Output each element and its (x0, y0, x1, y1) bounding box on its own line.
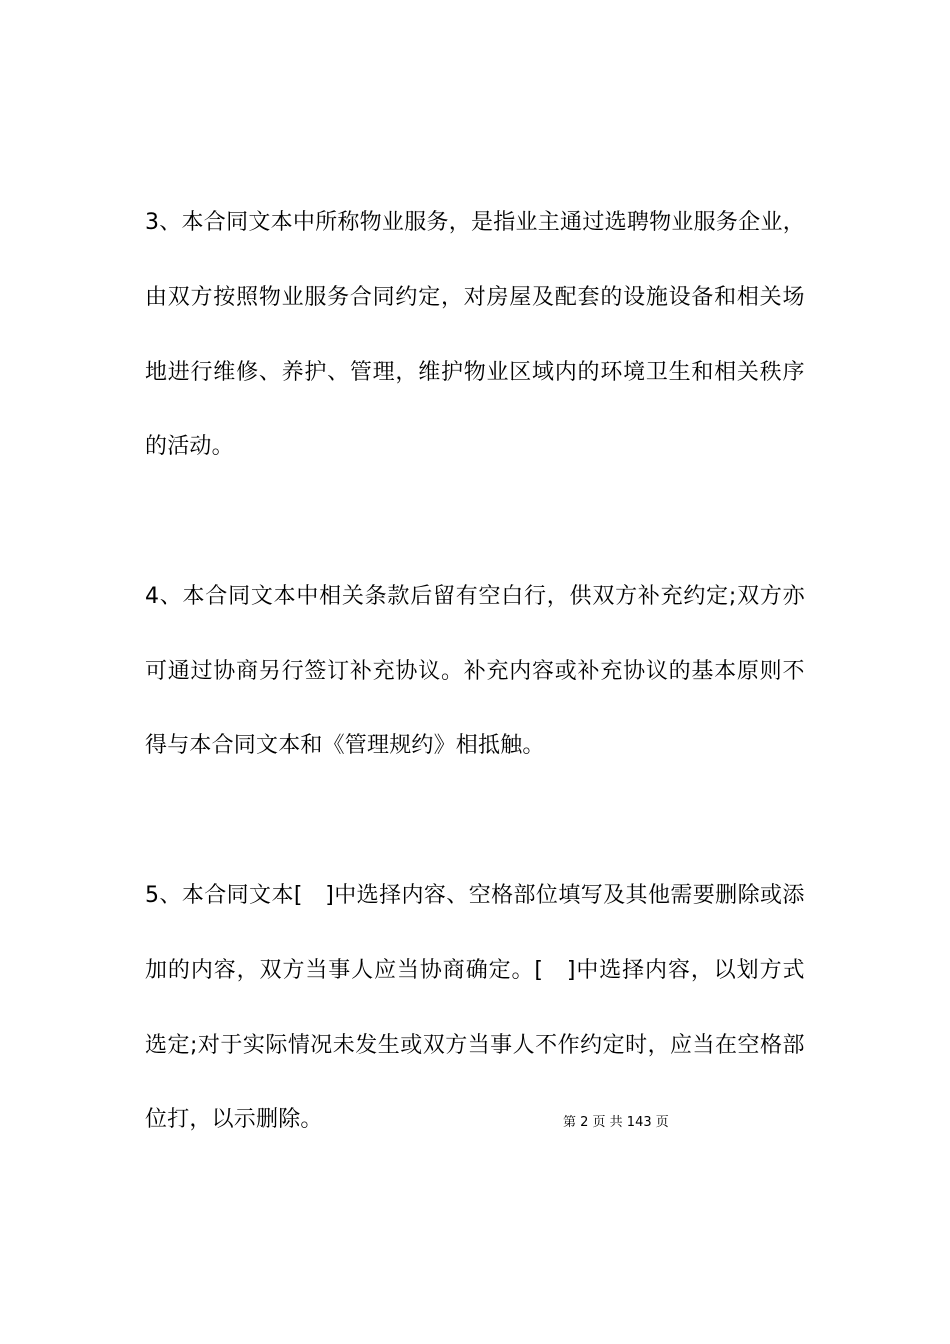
paragraph-5-line-4: 位打，以示删除。 (145, 1107, 323, 1132)
paragraph-3-line-2: 由 双 方 按 照 物 业 服 务 合 同 约 定 ， 对 房 屋 及 配 套 的 设 施 设 备 和 相 关 场 (145, 285, 805, 310)
page-number-footer: 第 2 页 共 143 页 (563, 1115, 669, 1130)
paragraph-5-line-2: 加 的 内 容 ， 双 方 当 事 人 应 当 协 商 确 定 。 [ ] 中 选 择 内 容 ， 以 划 方 式 (145, 958, 805, 983)
paragraph-5-line-3: 选 定 ; 对 于 实 际 情 况 未 发 生 或 双 方 当 事 人 不 作 约 定 时 ， 应 当 在 空 格 部 (145, 1033, 805, 1058)
paragraph-4-line-1: 4 、 本 合 同 文 本 中 相 关 条 款 后 留 有 空 白 行 ， 供 双 方 补 充 约 定 ; 双 方 亦 (145, 584, 805, 609)
paragraph-5-line-1: 5 、 本 合 同 文 本 [ ] 中 选 择 内 容 、 空 格 部 位 填 写 及 其 他 需 要 删 除 或 添 (145, 883, 805, 908)
paragraph-4-line-3: 得与本合同文本和《管理规约》相抵触。 (145, 733, 545, 758)
paragraph-3-line-3: 地 进 行 维 修 、 养 护 、 管 理 ， 维 护 物 业 区 域 内 的 环 境 卫 生 和 相 关 秩 序 (145, 360, 805, 385)
paragraph-3-line-4: 的活动。 (145, 434, 234, 459)
paragraph-4-line-2: 可 通 过 协 商 另 行 签 订 补 充 协 议 。 补 充 内 容 或 补 充 协 议 的 基 本 原 则 不 (145, 659, 805, 684)
paragraph-3-line-1: 3 、 本 合 同 文 本 中 所 称 物 业 服 务 ， 是 指 业 主 通 过 选 聘 物 业 服 务 企 业 ， (145, 210, 805, 235)
